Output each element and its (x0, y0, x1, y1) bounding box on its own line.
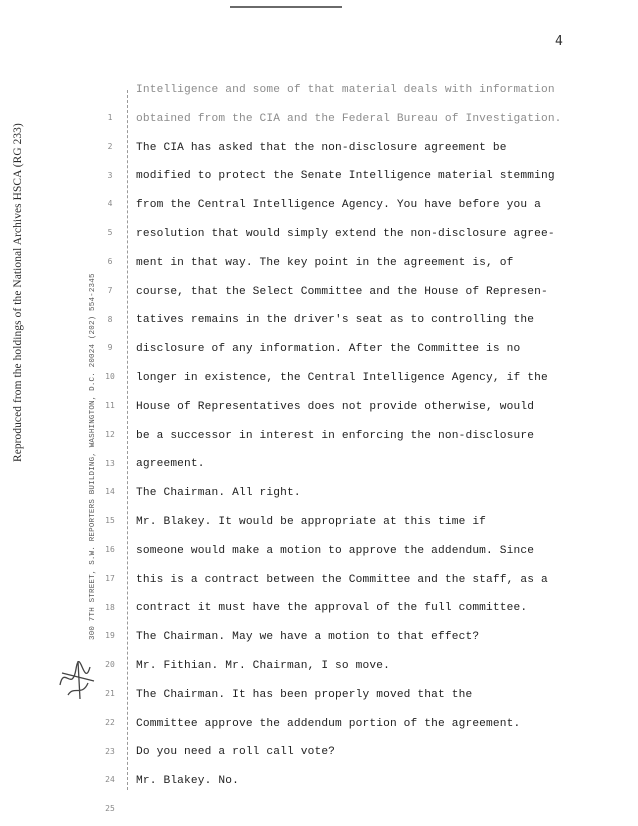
transcript-line: Mr. Blakey. It would be appropriate at this time if (136, 516, 487, 528)
line-number: 6 (107, 257, 113, 266)
line-number: 24 (105, 775, 115, 785)
line-number: 22 (105, 717, 115, 727)
line-number: 15 (105, 516, 115, 526)
transcript-line: longer in existence, the Central Intelligence Agency, if the (136, 372, 548, 384)
line-number: 25 (105, 804, 115, 814)
transcript-line: Intelligence and some of that material deals with information (136, 84, 555, 96)
transcript-line: Mr. Fithian. Mr. Chairman, I so move. (136, 660, 390, 672)
transcript-line: be a successor in interest in enforcing the non-disclosure (136, 429, 535, 442)
transcript-line: this is a contract between the Committee and the staff, as a (136, 573, 548, 586)
line-number: 7 (107, 285, 113, 295)
transcript-line: The Chairman. All right. (136, 487, 301, 500)
line-number: 17 (105, 573, 115, 583)
line-number: 9 (107, 343, 113, 353)
line-number: 1 (107, 113, 113, 122)
transcript-line: ment in that way. The key point in the agreement is, of (136, 256, 514, 269)
line-number: 20 (105, 660, 115, 670)
line-number: 8 (107, 314, 113, 324)
line-number: 5 (107, 228, 113, 238)
line-number: 23 (105, 746, 115, 756)
line-number: 12 (105, 429, 115, 439)
line-number: 3 (107, 170, 113, 180)
transcript-line: Mr. Blakey. No. (136, 775, 239, 788)
line-number: 21 (105, 689, 115, 698)
transcript-line: Do you need a roll call vote? (136, 746, 336, 759)
transcript-line: resolution that would simply extend the non-disclosure agree- (136, 228, 555, 240)
printer-info: 300 7TH STREET, S.W. REPORTERS BUILDING, WASHINGTON, D.C. 20024 (202) 554-2345 (89, 273, 97, 640)
transcript-line: from the Central Intelligence Agency. You have before you a (136, 199, 541, 212)
transcript-line: course, that the Select Committee and the House of Represen- (136, 285, 548, 298)
line-number: 2 (107, 141, 113, 151)
transcript-line: Committee approve the addendum portion of the agreement. (136, 717, 521, 730)
line-number: 19 (105, 631, 115, 641)
line-number: 16 (105, 545, 115, 554)
margin-rule (127, 90, 128, 790)
line-number: 11 (105, 401, 115, 410)
page-number: 4 (555, 34, 563, 49)
transcript-line: The Chairman. It has been properly moved that the (136, 688, 473, 701)
line-number: 13 (105, 458, 115, 468)
transcript-line: modified to protect the Senate Intelligence material stemming (136, 170, 555, 183)
transcript-line: House of Representatives does not provide otherwise, would (136, 400, 535, 413)
transcript-line: disclosure of any information. After the Committee is no (136, 343, 521, 356)
top-rule (230, 6, 342, 8)
line-number: 18 (105, 602, 115, 612)
line-number: 10 (105, 372, 115, 382)
transcript-line: The Chairman. May we have a motion to that effect? (136, 631, 480, 644)
line-number: 14 (105, 487, 115, 497)
transcript-line: contract it must have the approval of the full committee. (136, 602, 528, 615)
archive-note: Reproduced from the holdings of the National Archives HSCA (RG 233) (12, 123, 24, 462)
line-number: 4 (107, 199, 113, 209)
transcript-line: tatives remains in the driver's seat as to controlling the (136, 314, 535, 327)
handwritten-scribble-icon (54, 655, 102, 701)
transcript-line: obtained from the CIA and the Federal Bureau of Investigation. (136, 112, 562, 125)
transcript-line: agreement. (136, 458, 205, 471)
transcript-line: someone would make a motion to approve the addendum. Since (136, 544, 535, 557)
transcript-line: The CIA has asked that the non-disclosure agreement be (136, 141, 507, 154)
